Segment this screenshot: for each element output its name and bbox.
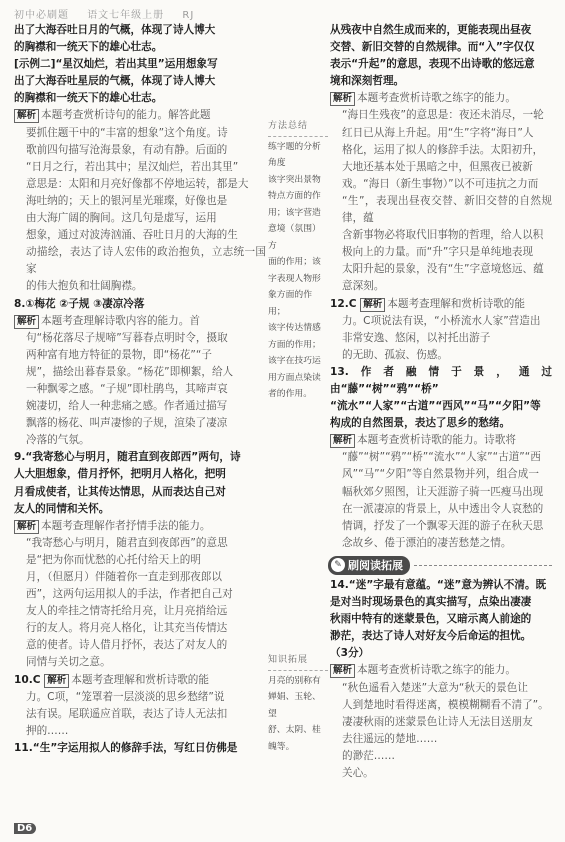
page-number: D6 bbox=[14, 823, 36, 834]
line-text: 情调，抒发了一个飘零天涯的游子在秋天思 bbox=[342, 519, 544, 532]
book-title: 初中必刷题 bbox=[14, 10, 69, 21]
text-line bbox=[14, 637, 266, 654]
line-text: 作者融情于景，通过由“藤”“树”“鸦”“桥” bbox=[330, 365, 552, 395]
text-line bbox=[14, 466, 266, 483]
text-line bbox=[330, 645, 552, 662]
line-text: 本题考查赏析诗歌的能力。诗歌将 bbox=[357, 434, 516, 447]
text-line bbox=[14, 210, 266, 227]
text-line bbox=[330, 398, 552, 415]
book-icon: ✎ bbox=[331, 558, 345, 572]
line-text: 友人的同情和关怀。 bbox=[14, 502, 110, 515]
line-text: 本题考查赏析诗歌之练字的能力。 bbox=[357, 92, 516, 105]
line-text: 行的友人。将月亮人格化，让其充当传情达 bbox=[26, 622, 228, 635]
text-line bbox=[14, 347, 266, 364]
question-number: 13. bbox=[330, 365, 349, 378]
text-line bbox=[14, 193, 266, 210]
subject-title: 语文七年级上册 bbox=[87, 10, 165, 21]
text-line bbox=[330, 142, 552, 159]
line-text: “迷”字最有意蕴。“迷”意为辨认不清。既 bbox=[348, 579, 547, 591]
text-line bbox=[330, 501, 552, 518]
line-text: 同情与关切之意。 bbox=[26, 656, 111, 669]
line-text: 想象，通过对波涛汹涌、吞吐日月的大海的生 bbox=[26, 229, 238, 242]
line-text: 念故乡、倦于漂泊的凄苦愁楚之情。 bbox=[342, 536, 512, 549]
line-text: C bbox=[32, 673, 45, 686]
text-line bbox=[330, 90, 552, 107]
line-text: 意深刻。 bbox=[342, 280, 385, 293]
text-line bbox=[14, 244, 266, 278]
line-text: 大地还基本处于黑暗之中，但黑夜已被新 bbox=[342, 160, 533, 173]
line-text: 的胸襟和一统天下的雄心壮志。 bbox=[14, 92, 163, 105]
side-box-line: 方面的作用； bbox=[268, 339, 321, 350]
line-text: 格化，运用了拟人的修辞手法。太阳初升， bbox=[342, 143, 544, 156]
analysis-tag: 解析 bbox=[330, 92, 355, 106]
text-line bbox=[330, 244, 552, 261]
text-line bbox=[330, 39, 552, 56]
line-text: 法有误。尾联遥应首联，表达了诗人无法扣 bbox=[26, 707, 228, 720]
knowledge-extension-box bbox=[268, 652, 328, 755]
analysis-tag: 解析 bbox=[14, 520, 39, 534]
text-line bbox=[14, 706, 266, 723]
line-text: 表示“升起”的意思，表现不出诗歌的悠远意 bbox=[330, 58, 535, 71]
side-box-line: 该字传达情感 bbox=[268, 323, 321, 333]
line-text: 友人的牵挂之情寄托给月亮，让月亮捎给远 bbox=[26, 605, 228, 618]
text-line bbox=[330, 714, 552, 731]
text-line bbox=[14, 603, 266, 620]
text-line bbox=[14, 501, 266, 518]
side-box-line: 字表现人物形 bbox=[268, 273, 321, 284]
line-text: 意思是：太阳和月亮好像都不停地运转，都是大 bbox=[26, 177, 249, 190]
line-text: 句“杨花落尽子规啼”写暮春点明时令，摄取 bbox=[26, 331, 228, 344]
line-text: 风”“马”“夕阳”等自然景物并列，组合成一 bbox=[342, 468, 539, 481]
text-line bbox=[14, 159, 266, 176]
text-line bbox=[330, 697, 552, 714]
line-text: 一种飘零之感。“子规”即杜鹃鸟，其啼声哀 bbox=[26, 382, 228, 395]
text-line bbox=[14, 723, 266, 740]
line-text: 渺茫，表达了诗人对好友今后命运的担忧。 bbox=[330, 630, 532, 643]
text-line bbox=[330, 484, 552, 501]
text-line bbox=[330, 125, 552, 142]
side-box-title: 方法总结 bbox=[268, 118, 328, 137]
side-box-line: 舒、太阴、桂 bbox=[268, 725, 321, 735]
analysis-tag: 解析 bbox=[14, 109, 39, 123]
line-text: 规”，描绘出暮春景象。“杨花”即柳絮，给人 bbox=[26, 365, 234, 378]
text-line bbox=[14, 569, 266, 586]
text-line bbox=[330, 347, 552, 364]
text-line bbox=[330, 56, 552, 73]
analysis-tag: 解析 bbox=[14, 315, 39, 329]
text-line bbox=[330, 73, 552, 90]
line-text: 本题考查理解作者抒情手法的能力。 bbox=[41, 519, 211, 532]
line-text: “流水”“人家”“古道”“西风”“马”“夕阳”等 bbox=[330, 400, 541, 413]
line-text: 婉凄切，给人一种悲痛之感。作者通过描写 bbox=[26, 400, 228, 413]
line-text: 关心。 bbox=[342, 767, 374, 780]
text-line bbox=[330, 594, 552, 611]
line-text: 要抓住题干中的“丰富的想象”这个角度。诗 bbox=[26, 126, 228, 139]
side-box-line: 月亮的别称有 bbox=[268, 675, 321, 686]
side-box-line: 该字突出景物 bbox=[268, 174, 321, 185]
line-text: 极向上的力量。而“升”字只是单纯地表现 bbox=[342, 246, 534, 259]
text-line bbox=[330, 518, 552, 535]
line-text: 本题考查赏析诗歌之练字的能力。 bbox=[357, 664, 516, 677]
analysis-tag: 解析 bbox=[330, 434, 355, 448]
text-line bbox=[330, 765, 552, 782]
text-line bbox=[14, 552, 266, 569]
text-line bbox=[14, 620, 266, 637]
line-text: 由大海广阔的胸间。这几句是虚写，运用 bbox=[26, 212, 217, 225]
text-line bbox=[330, 415, 552, 432]
line-text: （3分） bbox=[330, 647, 370, 660]
line-text: “我寄愁心与明月，随君直到夜郎西”两句，诗 bbox=[25, 451, 241, 464]
text-line bbox=[330, 731, 552, 748]
side-box-line: 角度 bbox=[268, 158, 286, 168]
line-text: 境和深刻哲理。 bbox=[330, 75, 405, 88]
line-text: 交替、新旧交替的自然规律。而“入”字仅仅 bbox=[330, 41, 535, 54]
line-text: 的渺茫…… bbox=[342, 749, 395, 762]
section-title: 刷阅读拓展 bbox=[348, 558, 403, 572]
text-line bbox=[14, 484, 266, 501]
side-box-line: 特点方面的作 bbox=[268, 191, 321, 201]
text-line bbox=[14, 125, 266, 142]
text-line bbox=[330, 449, 552, 466]
analysis-tag: 解析 bbox=[44, 674, 69, 688]
side-box-line: 魄等。 bbox=[268, 741, 295, 752]
line-text: 凄凄秋雨的迷蒙景色让诗人无法目送朋友 bbox=[342, 715, 533, 728]
side-box-title: 知识拓展 bbox=[268, 652, 328, 671]
line-text: 本题考查理解和赏析诗歌的能 bbox=[387, 297, 525, 310]
text-line bbox=[330, 662, 552, 679]
text-line bbox=[14, 39, 266, 56]
text-line bbox=[14, 381, 266, 398]
text-line bbox=[14, 432, 266, 449]
edition-label: RJ bbox=[182, 10, 195, 21]
text-line bbox=[14, 535, 266, 552]
line-text: 意的使者。诗人借月抒怀，表达了对友人的 bbox=[26, 639, 228, 652]
text-line bbox=[330, 313, 552, 330]
line-text: 含新事物必将取代旧事物的哲理，给人以积 bbox=[342, 229, 544, 242]
text-line bbox=[14, 654, 266, 671]
line-text: 力。C项说法有误，“小桥流水人家”营造出 bbox=[342, 314, 541, 327]
line-text: 戏。“海日（新生事物）”以不可违抗之力而 bbox=[342, 177, 539, 190]
question-number: 8. bbox=[14, 297, 26, 310]
text-line bbox=[14, 313, 266, 330]
line-text: 非常安逸、悠闲，以衬托出游子 bbox=[342, 331, 491, 344]
right-column bbox=[330, 22, 552, 782]
question-number: 9. bbox=[14, 451, 26, 464]
text-line bbox=[330, 628, 552, 645]
line-text: 两种富有地方特征的景物，即“杨花”“子 bbox=[26, 348, 212, 361]
side-box-line: 该字在技巧运 bbox=[268, 356, 321, 366]
line-text: 的无助、孤寂、伤感。 bbox=[342, 348, 448, 361]
line-text: 本题考查赏析诗句的能力。解答此题 bbox=[41, 109, 211, 122]
line-text: “藤”“树”“鸦”“桥”“流水”“人家”“古道”“西 bbox=[342, 451, 541, 464]
text-line bbox=[330, 611, 552, 628]
line-text: 太阳升起的景象，没有“生”字意境悠远、蕴 bbox=[342, 263, 544, 276]
text-line bbox=[14, 689, 266, 706]
method-summary-box bbox=[268, 118, 328, 403]
question-number: 12. bbox=[330, 297, 349, 310]
text-line bbox=[14, 586, 266, 603]
page-header bbox=[14, 6, 551, 20]
line-text: C bbox=[348, 297, 361, 310]
side-box-line: 象方面的作用； bbox=[268, 290, 312, 317]
text-line bbox=[14, 90, 266, 107]
section-badge bbox=[328, 556, 410, 575]
line-text: “秋色遥看入楚迷”大意为“秋天的景色让 bbox=[342, 681, 528, 694]
side-box-line: 练字题的分析 bbox=[268, 141, 321, 152]
text-line bbox=[14, 330, 266, 347]
text-line bbox=[14, 22, 266, 39]
line-text: 在一派凄凉的背景上，从中透出令人哀愁的 bbox=[342, 502, 544, 515]
section-heading bbox=[328, 556, 552, 575]
line-text: 幅秋郊夕照图，让天涯游子骑一匹瘦马出现 bbox=[342, 485, 544, 498]
text-line bbox=[14, 107, 266, 124]
text-line bbox=[14, 672, 266, 689]
line-text: 冷落的气氛。 bbox=[26, 434, 90, 447]
left-column bbox=[14, 22, 266, 757]
line-text: “生”，表现出昼夜交替、新旧交替的自然规律，蕴 bbox=[342, 194, 552, 225]
line-text: 构成的自然图景，表达了思乡的愁绪。 bbox=[330, 417, 511, 430]
text-line bbox=[14, 227, 266, 244]
text-line bbox=[14, 56, 266, 73]
line-text: 是对当时现场景色的真实描写，点染出凄凄 bbox=[330, 596, 532, 609]
text-line bbox=[330, 330, 552, 347]
text-line bbox=[330, 261, 552, 278]
text-line bbox=[330, 278, 552, 295]
text-line bbox=[330, 535, 552, 552]
line-text: 飘落的杨花、叫声凄惨的子规，渲染了凄凉 bbox=[26, 417, 228, 430]
text-line bbox=[330, 176, 552, 193]
line-text: [示例二]“星汉灿烂，若出其里”运用想象写 bbox=[14, 58, 218, 71]
line-text: 出了大海吞吐日月的气概，体现了诗人博大 bbox=[14, 24, 216, 36]
text-line bbox=[330, 748, 552, 765]
line-text: 人大胆想象，借月抒怀，把明月人格化，把明 bbox=[14, 468, 226, 481]
text-line bbox=[14, 415, 266, 432]
line-text: ①梅花 ②子规 ③凄凉冷落 bbox=[25, 297, 145, 310]
text-line bbox=[14, 398, 266, 415]
text-line bbox=[330, 364, 552, 398]
text-line bbox=[330, 193, 552, 227]
text-line bbox=[14, 73, 266, 90]
line-text: “生”字运用拟人的修辞手法，写红日仿佛是 bbox=[32, 741, 238, 754]
line-text: 的伟大抱负和壮阔胸襟。 bbox=[26, 280, 143, 293]
text-line bbox=[14, 142, 266, 159]
line-text: 歌前四句描写沧海景象，有动有静。后面的 bbox=[26, 143, 228, 156]
line-text: 押的…… bbox=[26, 724, 69, 737]
line-text: 月看成使者，让其传达情思，从而表达自己对 bbox=[14, 485, 226, 498]
side-box-line: 者的作用。 bbox=[268, 389, 312, 399]
line-text: 本题考查理解和赏析诗歌的能 bbox=[71, 673, 209, 686]
question-number: 10. bbox=[14, 673, 33, 686]
side-box-line: 婵娟、玉轮、望 bbox=[268, 692, 321, 719]
line-text: 红日已从海上升起。用“生”字将“海日”人 bbox=[342, 126, 534, 139]
text-line bbox=[330, 107, 552, 124]
line-text: 出了大海吞吐星辰的气概，体现了诗人博大 bbox=[14, 75, 216, 88]
line-text: 从残夜中自然生成而来的，更能表现出昼夜 bbox=[330, 24, 532, 36]
section-divider bbox=[414, 565, 552, 566]
line-text: 人到楚地时看得迷离，模模糊糊看不清了”。 bbox=[342, 698, 549, 711]
line-text: “海日生残夜”的意思是：夜还未消尽，一轮 bbox=[342, 109, 544, 122]
line-text: 是“把为你而忧愁的心托付给天上的明 bbox=[26, 553, 201, 566]
text-line bbox=[14, 176, 266, 193]
line-text: 本题考查理解诗歌内容的能力。首 bbox=[41, 314, 200, 327]
side-box-line: 意境（氛围）方 bbox=[268, 224, 321, 251]
question-number: 14. bbox=[330, 579, 349, 591]
text-line bbox=[330, 227, 552, 244]
line-text: 西”，这两句运用拟人的手法，作者把自己对 bbox=[26, 588, 233, 601]
line-text: 力。C项，“笼罩着一层淡淡的思乡愁绪”说 bbox=[26, 690, 225, 703]
line-text: “我寄愁心与明月，随君直到夜郎西”的意思 bbox=[26, 536, 228, 549]
text-line bbox=[330, 432, 552, 449]
text-line bbox=[14, 278, 266, 295]
text-line bbox=[330, 296, 552, 313]
line-text: 的胸襟和一统天下的雄心壮志。 bbox=[14, 41, 163, 54]
text-line bbox=[330, 577, 552, 594]
analysis-tag: 解析 bbox=[360, 298, 385, 312]
text-line bbox=[330, 680, 552, 697]
line-text: 动描绘，表达了诗人宏伟的政治抱负，立志统一国家 bbox=[26, 246, 266, 276]
text-line bbox=[14, 740, 266, 757]
line-text: 去往遥远的楚地…… bbox=[342, 732, 438, 745]
side-box-line: 用方面点染读 bbox=[268, 372, 321, 383]
analysis-tag: 解析 bbox=[330, 664, 355, 678]
line-text: 月，（但愿月）伴随着你一直走到那夜郎以 bbox=[26, 571, 222, 583]
text-line bbox=[14, 296, 266, 313]
side-box-line: 用；该字营造 bbox=[268, 207, 321, 218]
line-text: 海吐纳的；天上的银河星光璀璨，好像也是 bbox=[26, 194, 228, 207]
side-box-line: 面的作用；该 bbox=[268, 257, 321, 267]
text-line bbox=[14, 518, 266, 535]
text-line bbox=[14, 364, 266, 381]
text-line bbox=[330, 159, 552, 176]
line-text: 秋雨中特有的迷蒙景色，又暗示离人前途的 bbox=[330, 613, 532, 626]
text-line bbox=[330, 22, 552, 39]
question-number: 11. bbox=[14, 741, 33, 754]
text-line bbox=[14, 449, 266, 466]
line-text: “日月之行，若出其中；星汉灿烂，若出其里” bbox=[26, 160, 239, 173]
text-line bbox=[330, 466, 552, 483]
